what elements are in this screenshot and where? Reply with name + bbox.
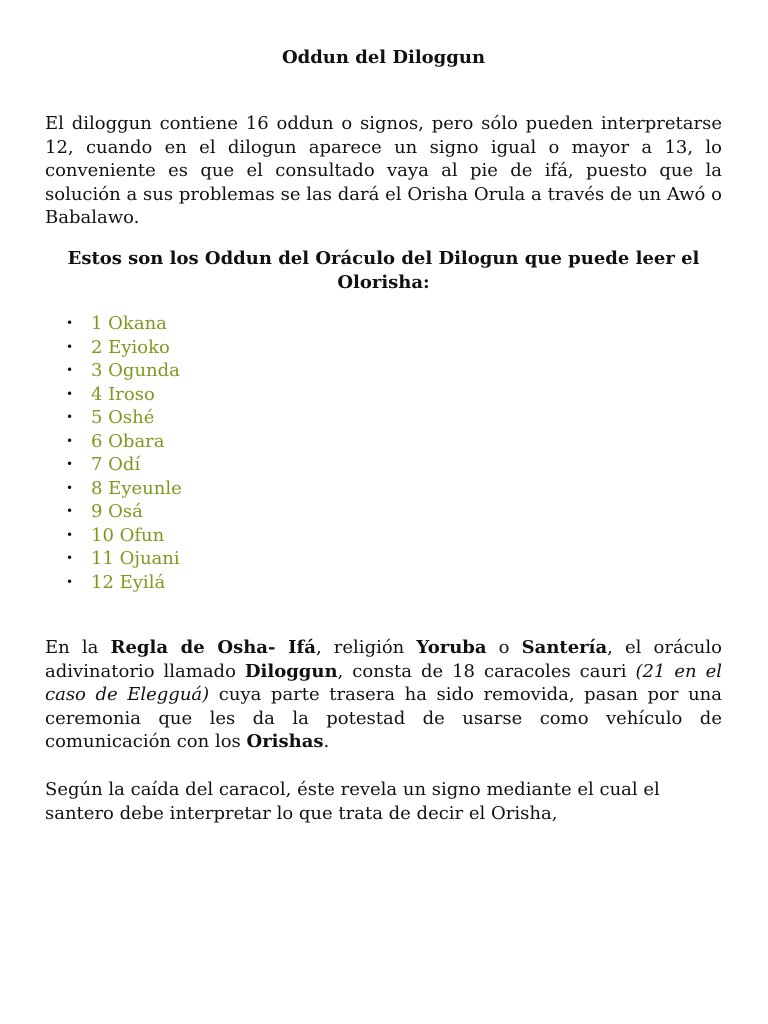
- oddun-label: 2 Eyioko: [91, 336, 170, 358]
- bullet-icon: •: [66, 339, 74, 354]
- oddun-label: 10 Ofun: [91, 524, 165, 546]
- oddun-label: 6 Obara: [91, 430, 165, 452]
- list-item: [45, 571, 182, 595]
- oddun-label: 1 Okana: [91, 313, 167, 334]
- oddun-label: 5 Oshé: [91, 407, 155, 428]
- oddun-label: 7 Odí: [91, 454, 141, 475]
- list-item: [45, 336, 182, 360]
- bullet-icon: •: [66, 410, 74, 424]
- regla-italic-note: (21 en el caso de Elegguá): [45, 660, 722, 705]
- intro-paragraph: El diloggun contiene 16 oddun o signos, pero sólo pueden interpretarse 12, cuando en el dilogun aparece un signo igual o mayor a 13, lo conveniente es que el consultado vaya al pie de ifá, puesto que la solución a sus problemas se las dará el Orisha Orula a través de un Awó o Babalawo.: [45, 113, 722, 228]
- oddun-label: 8 Eyeunle: [91, 477, 182, 499]
- bullet-icon: •: [66, 551, 74, 565]
- oddun-list: [45, 312, 182, 594]
- page-title: Oddun del Diloggun: [281, 47, 486, 68]
- regla-paragraph: [45, 636, 722, 754]
- list-item: [45, 524, 182, 548]
- list-item: [45, 453, 182, 477]
- regla-bold-term: Regla de Osha- Ifá: [110, 637, 316, 658]
- bullet-icon: •: [66, 527, 74, 542]
- regla-text: En la: [45, 637, 111, 658]
- regla-text: cuya parte trasera ha sido removida, pasan por una ceremonia que les da la potestad de usarse como vehículo de comunicación con los: [45, 684, 723, 752]
- list-item: [45, 547, 182, 571]
- list-item: [45, 406, 182, 430]
- bullet-icon: •: [66, 504, 74, 518]
- regla-bold-term: Diloggun: [244, 660, 338, 682]
- bullet-icon: •: [66, 457, 74, 471]
- regla-bold-term: Orishas: [246, 731, 324, 752]
- bullet-icon: •: [66, 574, 74, 589]
- segun-paragraph: Según la caída del caracol, éste revela un signo mediante el cual el santero debe interpretar lo que trata de decir el Orisha,: [45, 779, 660, 824]
- bullet-icon: •: [66, 433, 74, 448]
- bullet-icon: •: [66, 363, 74, 377]
- regla-bold-term: Yoruba: [416, 637, 487, 658]
- regla-text: o: [486, 637, 522, 658]
- oddun-label: 12 Eyilá: [91, 571, 166, 593]
- regla-text: , religión: [315, 637, 417, 658]
- list-item: [45, 312, 182, 336]
- list-item: [45, 430, 182, 454]
- oddun-label: 11 Ojuani: [91, 548, 180, 569]
- oddun-label: 4 Iroso: [91, 383, 155, 405]
- oddun-label: 9 Osá: [91, 501, 143, 522]
- regla-text: , consta de 18 caracoles cauri: [337, 660, 636, 682]
- bullet-icon: •: [66, 316, 74, 330]
- list-item: [45, 383, 182, 407]
- bullet-icon: •: [66, 386, 74, 401]
- list-item: [45, 359, 182, 383]
- regla-text: , el oráculo adivinatorio llamado: [45, 637, 722, 682]
- regla-bold-term: Santería: [521, 637, 608, 658]
- section-subtitle: Estos son los Oddun del Oráculo del Dilogun que puede leer el Olorisha:: [67, 248, 700, 293]
- oddun-label: 3 Ogunda: [91, 360, 180, 381]
- regla-text: .: [323, 731, 330, 752]
- list-item: [45, 477, 182, 501]
- list-item: [45, 500, 182, 524]
- bullet-icon: •: [66, 480, 74, 495]
